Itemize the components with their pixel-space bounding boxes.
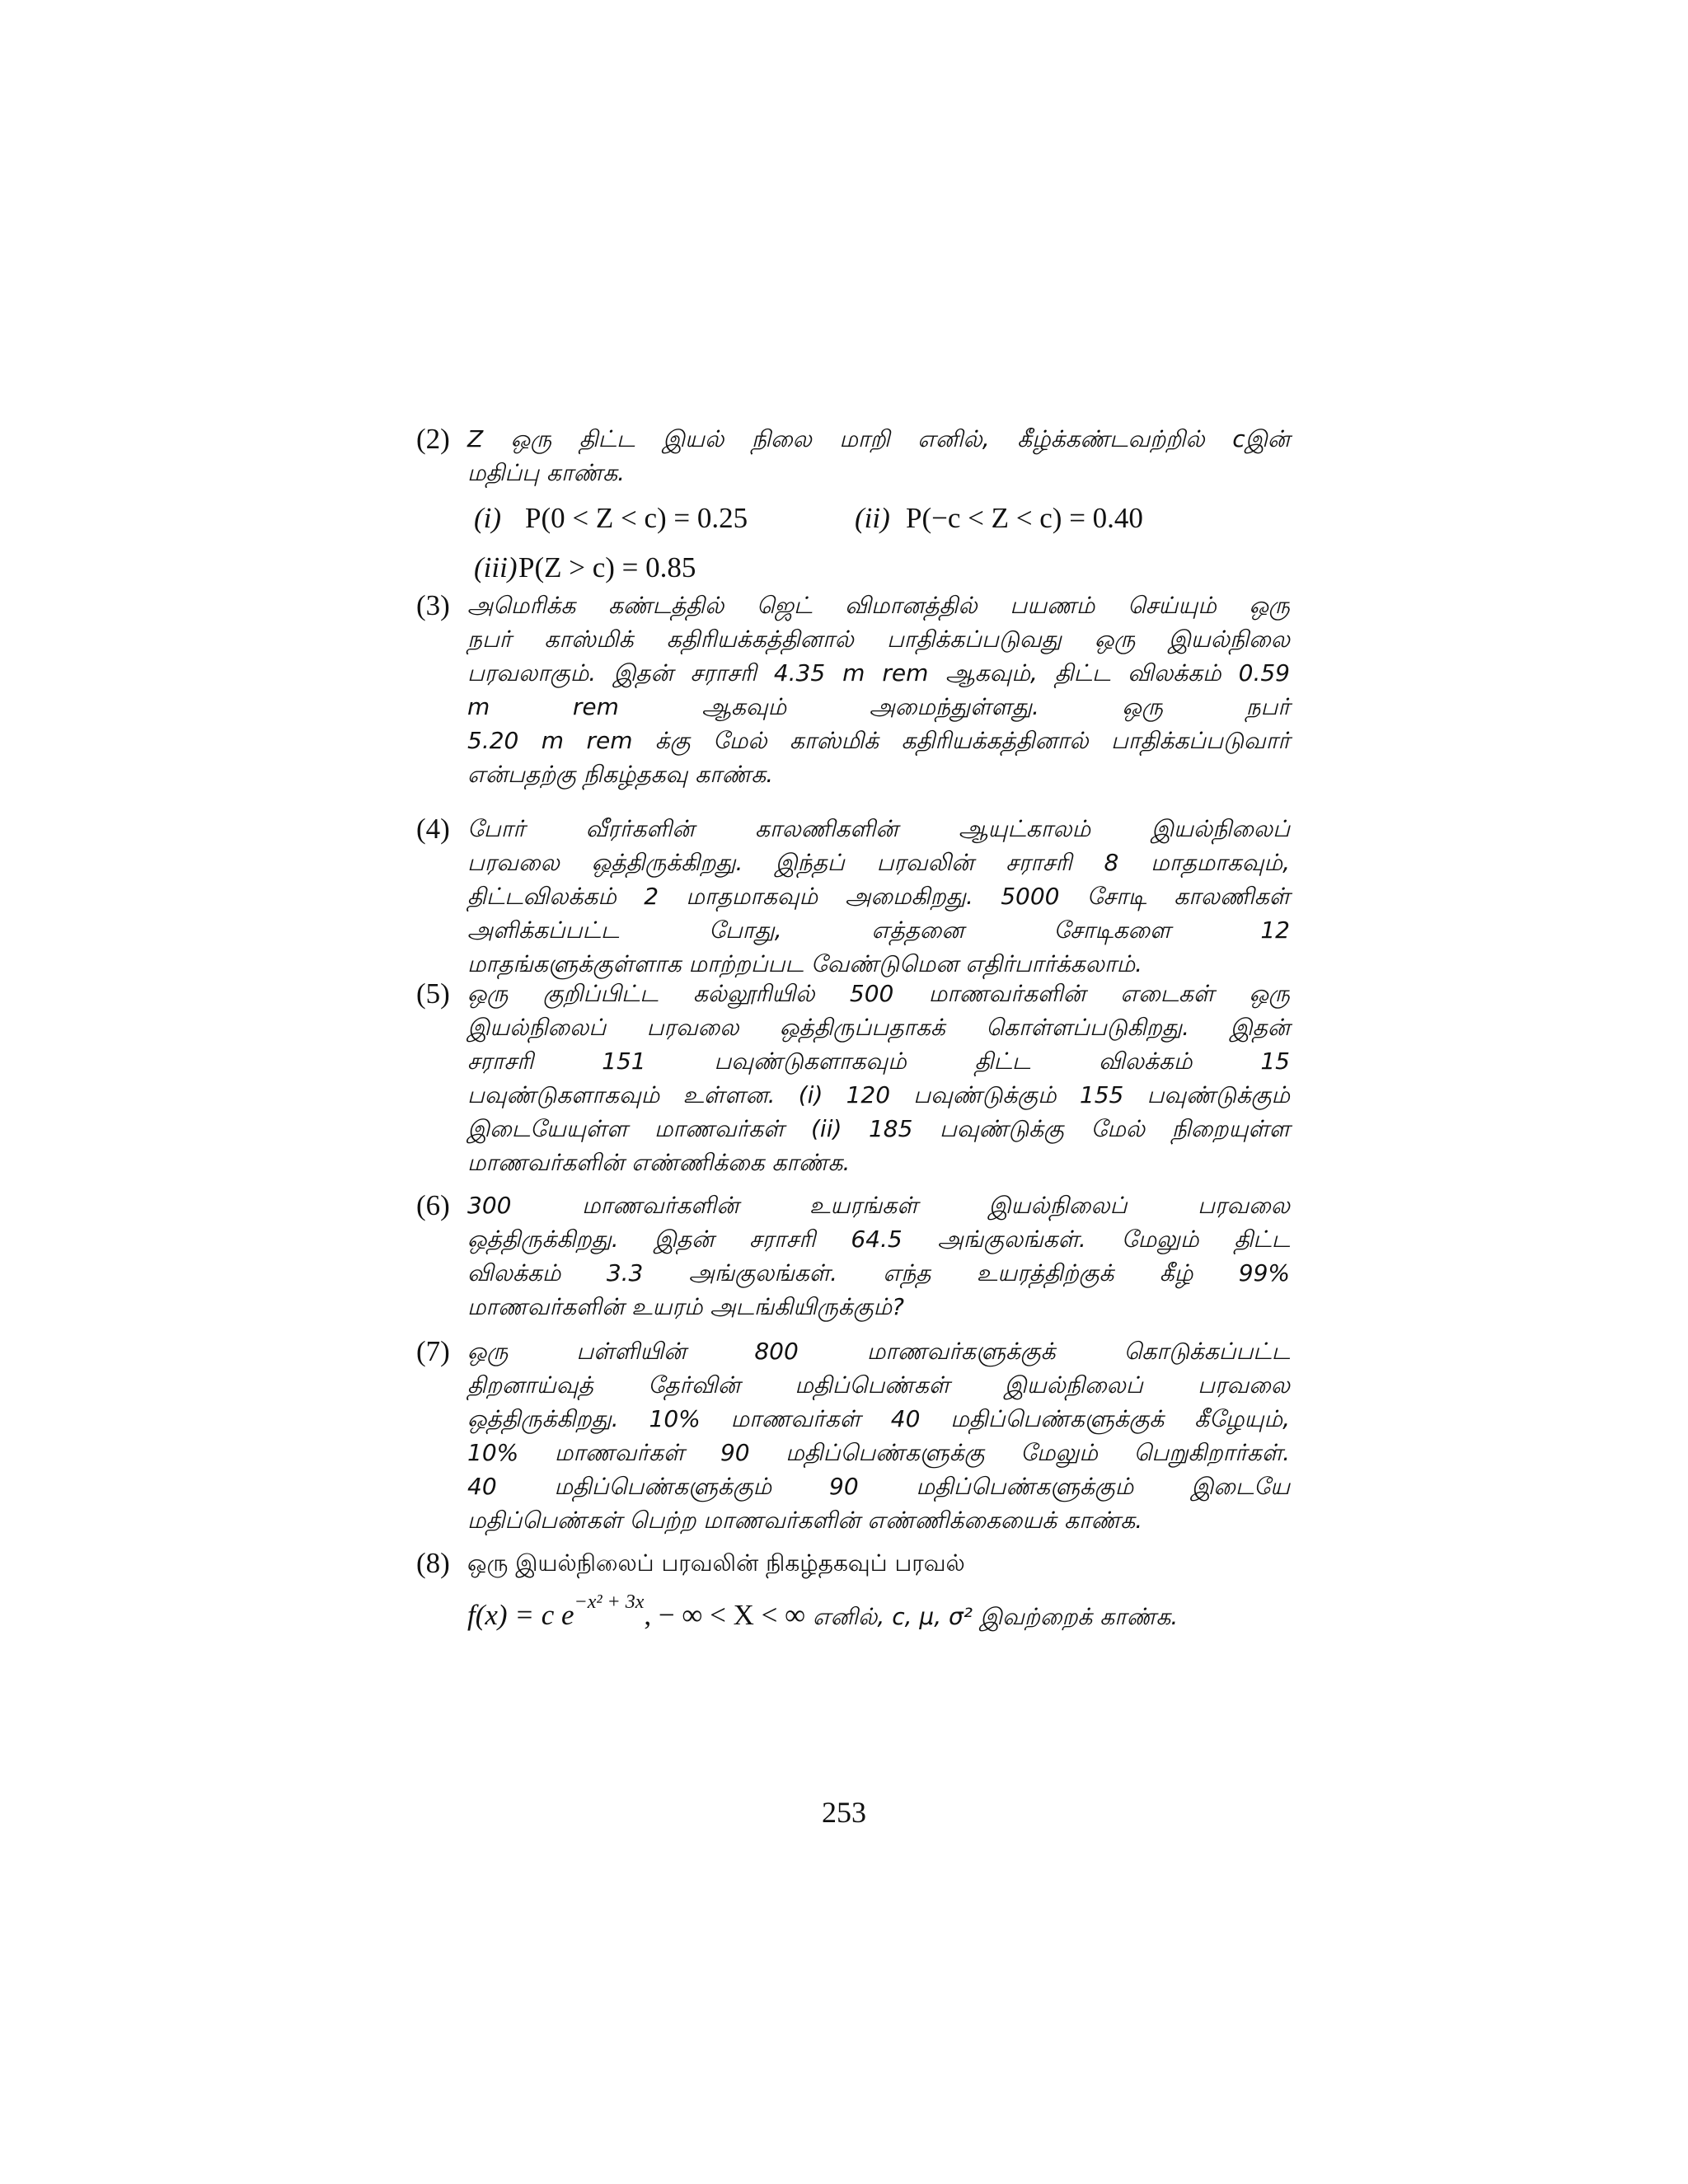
problem-line: 40 மதிப்பெண்களுக்கும் 90 மதிப்பெண்களுக்கும் இடையே — [467, 1473, 1290, 1500]
problem-5 — [416, 977, 1290, 1179]
page-number: 253 — [822, 1796, 866, 1829]
subpart-ii-expr: P(−c < Z < c) = 0.40 — [906, 502, 1143, 534]
formula-lhs: f(x) = c e — [467, 1599, 574, 1631]
problem-line: மதிப்பு காண்க. — [467, 459, 626, 486]
problem-line: ஒத்திருக்கிறது. 10% மாணவர்கள் 40 மதிப்பெண்களுக்குக் கீழேயும், — [467, 1405, 1290, 1432]
problem-line: திறனாய்வுத் தேர்வின் மதிப்பெண்கள் இயல்நிலைப் பரவலை — [467, 1371, 1290, 1399]
problem-line: m rem ஆகவும் அமைந்துள்ளது. ஒரு நபர் — [467, 693, 1290, 720]
problem-line: ஒரு இயல்நிலைப் பரவலின் நிகழ்தகவுப் பரவல் — [467, 1549, 965, 1577]
subparts-row — [467, 551, 1290, 588]
problem-line: 5.20 m rem க்கு மேல் காஸ்மிக் கதிரியக்கத்தினால் பாதிக்கப்படுவார் — [467, 727, 1290, 754]
problem-line: மதிப்பெண்கள் பெற்ற மாணவர்களின் எண்ணிக்கையைக் காண்க. — [467, 1507, 1143, 1534]
problem-line: விலக்கம் 3.3 அங்குலங்கள். எந்த உயரத்திற்குக் கீழ் 99% — [467, 1259, 1290, 1286]
problem-number: (5) — [416, 977, 450, 1010]
problem-line: ஒத்திருக்கிறது. இதன் சராசரி 64.5 அங்குலங்கள். மேலும் திட்ட — [467, 1226, 1290, 1253]
subpart-i-label: (i) — [474, 502, 502, 534]
problem-number: (4) — [416, 813, 450, 845]
problem-line: நபர் காஸ்மிக் கதிரியக்கத்தினால் பாதிக்கப்படுவது ஒரு இயல்நிலை — [467, 626, 1290, 653]
formula-exponent: −x² + 3x — [574, 1591, 645, 1613]
problem-4 — [416, 812, 1290, 981]
subpart-i-expr: P(0 < Z < c) = 0.25 — [525, 502, 748, 534]
problem-line: Z ஒரு திட்ட இயல் நிலை மாறி எனில், கீழ்க்கண்டவற்றில் cஇன் — [467, 425, 1290, 452]
problem-line: திட்டவிலக்கம் 2 மாதமாகவும் அமைகிறது. 5000 சோடி காலணிகள் — [467, 883, 1290, 910]
problem-7 — [416, 1334, 1290, 1537]
problem-line: 10% மாணவர்கள் 90 மதிப்பெண்களுக்கு மேலும் பெறுகிறார்கள். — [467, 1439, 1290, 1466]
problem-number: (8) — [416, 1547, 450, 1579]
problem-line: பரவலாகும். இதன் சராசரி 4.35 m rem ஆகவும், திட்ட விலக்கம் 0.59 — [467, 659, 1290, 687]
problem-line: அளிக்கப்பட்ட போது, எத்தனை சோடிகளை 12 — [467, 916, 1290, 944]
subpart-ii-label: (ii) — [855, 502, 890, 534]
problem-line: பவுண்டுகளாகவும் உள்ளன. (i) 120 பவுண்டுக்கும் 155 பவுண்டுக்கும் — [467, 1081, 1290, 1108]
problem-6 — [416, 1188, 1290, 1324]
problem-line: ஒரு குறிப்பிட்ட கல்லூரியில் 500 மாணவர்களின் எடைகள் ஒரு — [467, 980, 1290, 1007]
problem-number: (2) — [416, 423, 450, 455]
subpart-iii-label: (iii) — [474, 551, 518, 583]
problem-line: பரவலை ஒத்திருக்கிறது. இந்தப் பரவலின் சராசரி 8 மாதமாகவும், — [467, 849, 1290, 876]
subpart-iii-expr: P(Z > c) = 0.85 — [518, 551, 696, 583]
problem-number: (6) — [416, 1189, 450, 1221]
problem-number: (3) — [416, 589, 450, 621]
problem-line: இடையேயுள்ள மாணவர்கள் (ii) 185 பவுண்டுக்கு மேல் நிறையுள்ள — [467, 1115, 1290, 1142]
problem-line: மாணவர்களின் எண்ணிக்கை காண்க. — [467, 1149, 851, 1176]
formula-text: எனில், c, μ, σ² இவற்றைக் காண்க. — [812, 1603, 1179, 1630]
density-formula — [467, 1591, 1290, 1636]
problem-2 — [416, 422, 1290, 588]
problem-line: என்பதற்கு நிகழ்தகவு காண்க. — [467, 761, 774, 788]
problem-line: மாதங்களுக்குள்ளாக மாற்றப்பட வேண்டுமென எதிர்பார்க்கலாம். — [467, 950, 1142, 977]
subparts-row — [467, 501, 1290, 539]
problem-line: இயல்நிலைப் பரவலை ஒத்திருப்பதாகக் கொள்ளப்படுகிறது. இதன் — [467, 1014, 1290, 1041]
problem-line: மாணவர்களின் உயரம் அடங்கியிருக்கும்? — [467, 1293, 905, 1320]
problem-line: அமெரிக்க கண்டத்தில் ஜெட் விமானத்தில் பயணம் செய்யும் ஒரு — [467, 592, 1290, 619]
problem-8 — [416, 1546, 1290, 1636]
problem-line: சராசரி 151 பவுண்டுகளாகவும் திட்ட விலக்கம் 15 — [467, 1047, 1290, 1075]
problem-line: ஒரு பள்ளியின் 800 மாணவர்களுக்குக் கொடுக்கப்பட்ட — [467, 1338, 1290, 1365]
problem-line: 300 மாணவர்களின் உயரங்கள் இயல்நிலைப் பரவலை — [467, 1192, 1290, 1219]
problem-number: (7) — [416, 1335, 450, 1367]
formula-range: , − ∞ < X < ∞ — [644, 1599, 813, 1631]
problem-3 — [416, 588, 1290, 791]
problem-line: போர் வீரர்களின் காலணிகளின் ஆயுட்காலம் இயல்நிலைப் — [467, 815, 1290, 842]
